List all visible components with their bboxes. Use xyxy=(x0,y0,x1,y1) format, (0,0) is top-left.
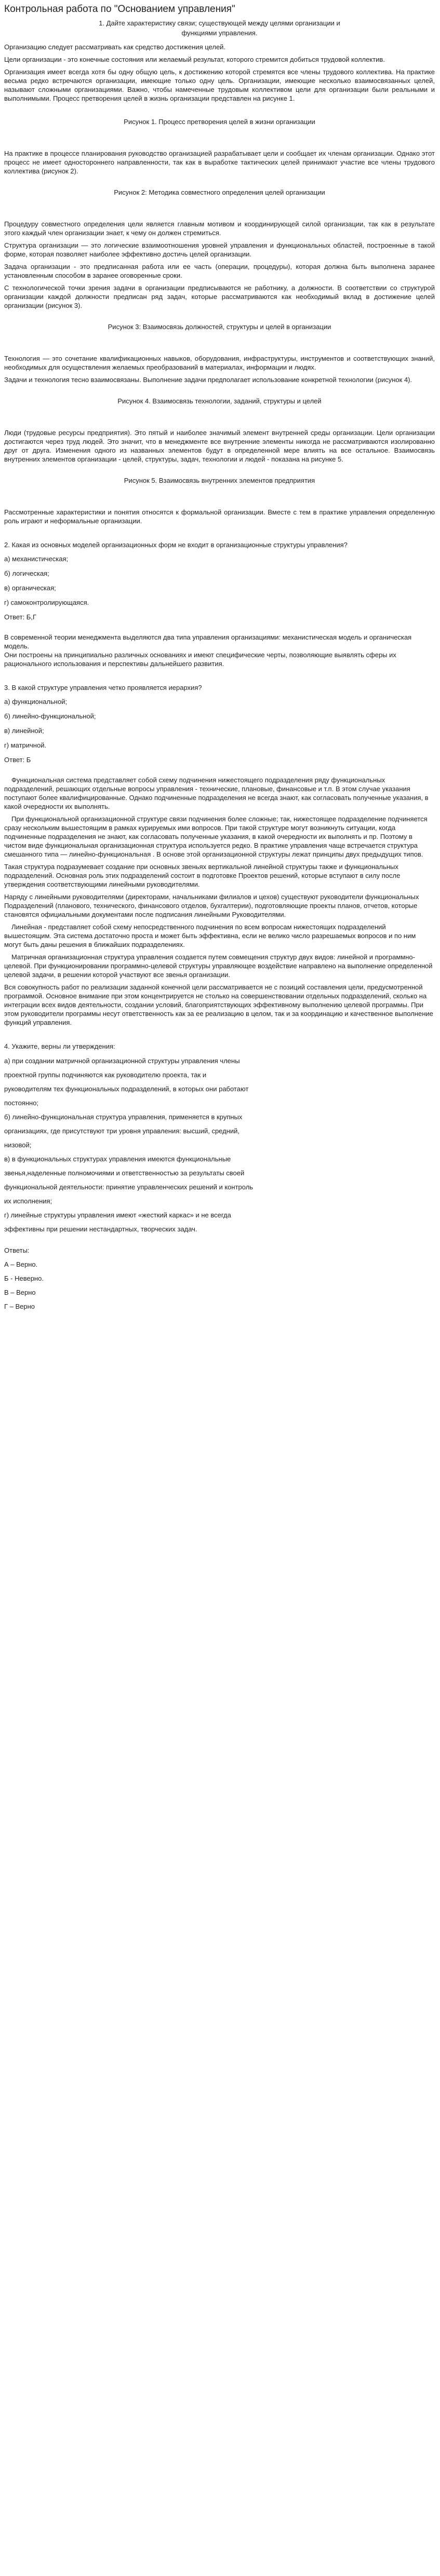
page-title: Контрольная работа по "Основанием управления" xyxy=(4,4,235,15)
paragraph: В современной теории менеджмента выделяются два типа управления организациями: механистическая модель и органическая модель. xyxy=(4,633,412,650)
paragraph: Технология — это сочетание квалификационных навыков, оборудования, инфраструктуры, инструментов и соответствующих знаний, необходимых для осуществления желаемых преобразований в материалах, информации и людях. xyxy=(4,355,435,371)
question-3-text: 3. В какой структуре управления четко проявляется иерархия? xyxy=(4,684,202,692)
paragraph: Процедуру совместного определения цели является главным мотивом и координирующей силой организации, так как в результате этого каждый член организации знает, к чему он должен стремиться. xyxy=(4,220,435,237)
question-1-text-line1: 1. Дайте характеристику связи; существующей между целями организации и xyxy=(99,19,340,27)
question-4 xyxy=(4,1042,435,1311)
statement-line: г) линейные структуры управления имеют «жесткий каркас» и не всегда xyxy=(4,1211,231,1219)
option: в) органическая; xyxy=(4,584,56,592)
paragraph: Матричная организационная структура управления создается путем совмещения структур двух видов: линейной и программно-целевой. При функционировании программно-целевой структуры управляющее воздействие направлено на выполнение определенной целевой задачи, в решении которой участвуют все звенья организации. xyxy=(4,953,433,979)
statement-line: эффективны при решении нестандартных, творческих задач. xyxy=(4,1225,197,1233)
paragraph: На практике в процессе планирования руководство организацией разрабатывает цели и сообщает их членам организации. Однако этот процесс не имеет одностороннего направленности, так как в выработке тактических целей принимают участие все члены трудового коллектива (рисунок 2). xyxy=(4,150,435,175)
statement-line: низовой; xyxy=(4,1141,32,1149)
answers-list xyxy=(4,1246,435,1311)
statement-line: организациях, где присутствуют три уровня управления: высший, средний, xyxy=(4,1127,240,1135)
statement-line: функциональной деятельности: принятие управленческих решений и контроль xyxy=(4,1183,254,1191)
question-4-text: 4. Укажите, верны ли утверждения: xyxy=(4,1042,115,1050)
paragraph: Такая структура подразумевает создание при основных звеньях вертикальной линейной структуры также и функциональных подразделений. Основная роль этих подразделений состоит в подготовке Проектов решений, которые вступают в силу после утверждения соответствующими линейными руководителями. xyxy=(4,863,401,888)
statement-line: проектной группы подчиняются как руководителю проекта, так и xyxy=(4,1071,207,1079)
paragraph: Рассмотренные характеристики и понятия относятся к формальной организации. Вместе с тем в практике управления определенную роль играют и неформальные организации. xyxy=(4,508,435,525)
option: г) матричной. xyxy=(4,741,47,749)
option: б) логическая; xyxy=(4,570,49,577)
paragraph: При функциональной организационной структуре связи подчинения более сложные; так, нижестоящее подразделение подчиняется сразу нескольким вышестоящим в рамках курируемых ими вопросов. При такой структуре могут возникнуть ситуации, когда подчиненные подразделения не знают, как согласовать полученные указания, в какой очередности их выполнять и пр. Поэтому в чистом виде функциональная организационная структура используется редко. В практике управления чаще встречается структура смешанного типа — линейно-функциональная . В основе этой организационной структуры лежат принципы двух предыдущих типов. xyxy=(4,815,428,858)
paragraph: Организацию следует рассматривать как средство достижения целей. xyxy=(4,43,226,51)
figure-caption-4: Рисунок 4. Взаимосвязь технологии, заданий, структуры и целей xyxy=(117,397,322,405)
paragraph: Вся совокупность работ по реализации заданной конечной цели рассматривается не с позиций составления цели, предусмотренной программой. Основное внимание при этом концентрируется не столько на совершенствовании отдельных подразделений, сколько на интеграции всех видов деятельности, создании условий, благоприятствующих эффективному выполнению целевой программы. При этом руководители программы несут ответственность как за ее реализацию в целом, так и за координацию и качественное выполнение функций управления. xyxy=(4,983,433,1026)
paragraph: Задача организации - это предписанная работа или ее часть (операции, процедуры), которая должна быть выполнена заранее установленным способом в заранее оговоренные сроки. xyxy=(4,263,435,279)
statement-line: звенья,наделенные полномочиями и ответственностью за результаты своей xyxy=(4,1169,245,1177)
paragraph: Цели организации - это конечные состояния или желаемый результат, которого стремится добиться трудовой коллектив. xyxy=(4,56,385,63)
answer-item: В – Верно xyxy=(4,1289,36,1296)
statement-line: б) линейно-функциональная структура управления, применяется в крупных xyxy=(4,1113,243,1121)
paragraph: Задачи и технология тесно взаимосвязаны. Выполнение задачи предполагает использование конкретной технологии (рисунок 4). xyxy=(4,376,412,384)
paragraph: Они построены на принципиально различных основаниях и имеют специфические черты, позволяющие выявлять сферы их рационального использования и перспективы дальнейшего развития. xyxy=(4,651,396,668)
question-3 xyxy=(4,683,435,1027)
question-2 xyxy=(4,540,435,668)
paragraph: Наряду с линейными руководителями (директорами, начальниками филиалов и цехов) существуют руководители функциональных Подразделений (планового, технического, финансового отделов, бухгалтерии), подготовляющие проекты планов, отчетов, которые становятся официальными документами после подписания линейными Руководителями. xyxy=(4,893,419,918)
statement-line: а) при создании матричной организационной структуры управления члены xyxy=(4,1057,240,1065)
paragraph: С технологической точки зрения задачи в организации предписываются не работнику, а должности. В соответствии со структурой организации каждой должности предписан ряд задач, которые рассматриваются как необходимый вклад в достижение целей организации (рисунок 3). xyxy=(4,284,435,309)
question-2-answer: Ответ: Б,Г xyxy=(4,613,36,621)
answer-item: Г – Верно xyxy=(4,1303,35,1310)
question-2-text: 2. Какая из основных моделей организационных форм не входит в организационные структуры управления? xyxy=(4,541,348,549)
statement-line: постоянно; xyxy=(4,1099,39,1107)
paragraph: Линейная - представляет собой схему непосредственного подчинения по всем вопросам нижестоящих подразделений вышестоящим. Эта система достаточно проста и может быть эффективна, если не велико число разрешаемых вопросов и по ним могут быть даны решения в ближайших подразделениях. xyxy=(4,923,416,948)
option: б) линейно-функциональной; xyxy=(4,712,96,720)
statement-list xyxy=(4,1056,435,1233)
option: а) механистическая; xyxy=(4,555,69,563)
question-3-answer: Ответ: Б xyxy=(4,756,31,764)
paragraph: Функциональная система представляет собой схему подчинения нижестоящего подразделения ряду функциональных подразделений, решающих отдельные вопросы управления - технические, плановые, финансовые и т.п. В этом случае указания поступают более квалифицированные. Однако подчиненные подразделения не всегда знают, как согласовать полученные указания, в какой очередности их выполнять. xyxy=(4,776,429,810)
question-1 xyxy=(4,19,435,525)
figure-caption-5: Рисунок 5. Взаимосвязь внутренних элементов предприятия xyxy=(124,477,315,484)
paragraph: Структура организации — это логические взаимоотношения уровней управления и функциональных областей, построенные в такой форме, которая позволяет наиболее эффективно достичь целей организации. xyxy=(4,241,435,258)
figure-caption-1: Рисунок 1. Процесс претворения целей в жизни организации xyxy=(124,118,315,126)
option: в) линейной; xyxy=(4,727,44,735)
statement-line: руководителям тех функциональных подразделений, в которых они работают xyxy=(4,1085,249,1093)
paragraph: Организация имеет всегда хотя бы одну общую цель, к достижению которой стремятся все члены трудового коллектива. На практике весьма редко встречаются организации, имеющие только одну цель. Организации, имеющие несколько взаимосвязанных целей, называют сложными организациями. Важно, чтобы намеченные трудовым коллективом цели для организации были реальными и выполнимыми. Процесс претворения целей в жизнь организации представлен на рисунке 1. xyxy=(4,68,435,102)
answer-item: А – Верно. xyxy=(4,1260,38,1268)
figure-caption-2: Рисунок 2: Методика совместного определения целей организации xyxy=(114,188,325,196)
option: г) самоконтролирующаяся. xyxy=(4,599,89,606)
statement-line: их исполнения; xyxy=(4,1197,52,1205)
figure-caption-3: Рисунок 3: Взаимосвязь должностей, структуры и целей в организации xyxy=(108,323,331,331)
answer-item: Б - Неверно. xyxy=(4,1275,44,1282)
answers-title: Ответы: xyxy=(4,1246,30,1254)
option: а) функциональной; xyxy=(4,698,68,706)
question-1-text-line2: функциями управления. xyxy=(181,29,258,37)
statement-line: в) в функциональных структурах управления имеются функциональные xyxy=(4,1155,231,1163)
paragraph: Люди (трудовые ресурсы предприятия). Это пятый и наиболее значимый элемент внутренней среды организации. Цели организации достигаются через труд людей. Это значит, что в менеджменте все внутренние элементы никогда не рассматриваются изолированно друг от друга. Изменения одного из названных элементов будут в определенной мере влиять на все остальное. Взаимосвязь внутренних элементов организации - целей, структуры, задач, технологии и людей - показана на рисунке 5. xyxy=(4,429,435,463)
